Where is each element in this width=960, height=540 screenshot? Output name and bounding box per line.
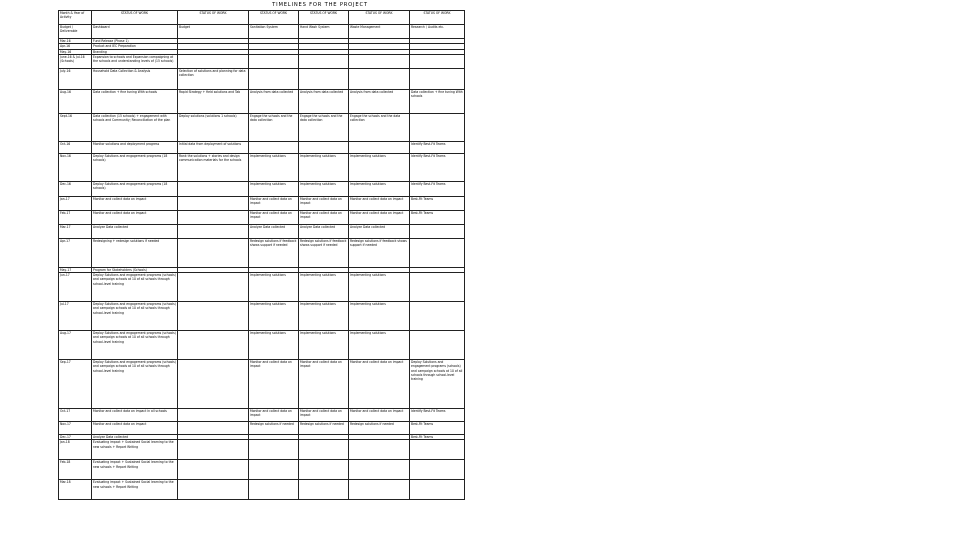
month-cell: Oct-17 — [59, 409, 92, 422]
status-cell — [299, 480, 349, 500]
table-row — [59, 68, 465, 89]
status-cell: Redesign solutions if needed — [249, 422, 299, 435]
status-cell: Monitor and collect data on impact — [299, 360, 349, 409]
table-row — [59, 181, 465, 196]
status-cell: Monitor and collect data on impact — [299, 409, 349, 422]
status-cell: Redesign solutions if needed — [299, 422, 349, 435]
month-cell: Jun-17 — [59, 273, 92, 302]
status-cell: Implementing solutions — [299, 153, 349, 181]
status-cell: Program for Stakeholders (Schools) — [92, 267, 178, 272]
subheader-cell: Budget — [178, 25, 249, 39]
table-row — [59, 273, 465, 302]
status-cell: Data collection + fine tuning With schools — [410, 89, 465, 113]
month-cell: Mar-18 — [59, 480, 92, 500]
month-cell: Feb-18 — [59, 460, 92, 480]
status-cell: Redesign solutions if feedback shows support if needed — [349, 238, 410, 267]
month-cell: Dec-17 — [59, 435, 92, 440]
status-cell: Deploy Solutions and engagement programs (18 schools) — [92, 153, 178, 181]
table-row — [59, 331, 465, 360]
subheader-row — [59, 25, 465, 39]
month-cell: Mar-17 — [59, 224, 92, 238]
table-row — [59, 153, 465, 181]
table-row — [59, 89, 465, 113]
status-cell: Selection of solutions and planning for data collection — [178, 68, 249, 89]
status-cell — [410, 440, 465, 460]
status-cell: Monitor and collect data on impact — [349, 196, 410, 210]
month-cell: Feb-17 — [59, 210, 92, 224]
status-cell — [178, 54, 249, 68]
status-cell: Redesign solutions if needed — [349, 422, 410, 435]
status-cell: Monitor and collect data on impact — [92, 422, 178, 435]
status-cell — [299, 54, 349, 68]
status-cell — [249, 54, 299, 68]
status-cell — [410, 54, 465, 68]
status-cell: Engage the schools and the data collection — [249, 113, 299, 141]
status-cell: Identify Best-Fit Teams — [410, 409, 465, 422]
column-header: STATUS OF WORK — [249, 11, 299, 25]
month-cell: Aug-16 — [59, 89, 92, 113]
status-cell: Analysis from data collected — [249, 89, 299, 113]
status-cell: Expansion to schools and Expansion campaigning at the schools and understanding levels of (15 schools) — [92, 54, 178, 68]
table-row — [59, 460, 465, 480]
status-cell: Evaluating impact + Sustained Social learning to the new schools + Report Writing — [92, 440, 178, 460]
column-header: STATUS OF WORK — [178, 11, 249, 25]
column-header: STATUS OF WORK — [299, 11, 349, 25]
status-cell — [178, 238, 249, 267]
status-cell — [410, 113, 465, 141]
status-cell — [249, 460, 299, 480]
status-cell: Product and IEC Preparation — [92, 44, 178, 49]
status-cell — [178, 440, 249, 460]
status-cell: Identify Best-Fit Teams — [410, 153, 465, 181]
table-row — [59, 196, 465, 210]
status-cell: Rapid Strategy + field solutions and Tab — [178, 89, 249, 113]
status-cell — [178, 210, 249, 224]
status-cell: Deploy Solutions and engagement programs (schools) and campaign schools at 10 of all schools through school-level training — [410, 360, 465, 409]
month-cell: Jan-18 — [59, 440, 92, 460]
status-cell: Analyze Data collected — [92, 224, 178, 238]
status-cell — [178, 273, 249, 302]
status-cell: Best-Fit Teams — [410, 196, 465, 210]
status-cell: Implementing solutions — [349, 153, 410, 181]
status-cell: Implementing solutions — [299, 273, 349, 302]
status-cell — [349, 440, 410, 460]
status-cell — [299, 440, 349, 460]
status-cell — [178, 302, 249, 331]
month-cell: Oct-16 — [59, 141, 92, 153]
status-cell: Deploy Solutions and engagement programs (18 schools) — [92, 181, 178, 196]
status-cell: Redesign solutions if feedback shows support if needed — [249, 238, 299, 267]
status-cell: Analyze Data collected — [249, 224, 299, 238]
table-row — [59, 422, 465, 435]
status-cell: Monitor and collect data on impact — [299, 210, 349, 224]
status-cell — [299, 460, 349, 480]
status-cell: Implementing solutions — [249, 273, 299, 302]
status-cell: Implementing solutions — [349, 331, 410, 360]
month-cell: Sept-16 — [59, 113, 92, 141]
table-row — [59, 141, 465, 153]
status-cell — [178, 224, 249, 238]
status-cell — [178, 480, 249, 500]
status-cell: Implementing solutions — [299, 331, 349, 360]
status-cell: Monitor and collect data on impact — [249, 210, 299, 224]
subheader-cell: Waste Management — [349, 25, 410, 39]
status-cell: Monitor and collect data on impact — [249, 196, 299, 210]
month-cell: Nov-17 — [59, 422, 92, 435]
status-cell: Evaluating impact + Sustained Social learning to the new schools + Report Writing — [92, 460, 178, 480]
status-cell — [178, 360, 249, 409]
table-row — [59, 480, 465, 500]
status-cell — [299, 141, 349, 153]
subheader-cell: Sanitation System — [249, 25, 299, 39]
status-cell — [410, 302, 465, 331]
status-cell — [249, 480, 299, 500]
month-cell: Apr-17 — [59, 238, 92, 267]
status-cell: Best-Fit Teams — [410, 422, 465, 435]
month-cell: Mar-16 — [59, 39, 92, 44]
status-cell: Monitor and collect data on impact — [349, 360, 410, 409]
status-cell — [178, 196, 249, 210]
page-title: TIMELINES FOR THE PROJECT — [272, 2, 368, 8]
status-cell: Monitor and collect data on impact — [92, 210, 178, 224]
status-cell: Analyze Data collected — [92, 435, 178, 440]
status-cell — [410, 273, 465, 302]
status-cell — [410, 331, 465, 360]
status-cell — [349, 480, 410, 500]
month-cell: July-16 — [59, 68, 92, 89]
month-cell: June-16 & Jul-16 (Schools) — [59, 54, 92, 68]
table-row — [59, 210, 465, 224]
status-cell: Implementing solutions — [299, 181, 349, 196]
column-header: STATUS OF WORK — [410, 11, 465, 25]
status-cell: Implementing solutions — [249, 181, 299, 196]
status-cell: Implementing solutions — [249, 331, 299, 360]
table-row — [59, 238, 465, 267]
status-cell: Implementing solutions — [249, 302, 299, 331]
status-cell: Engage the schools and the data collection — [349, 113, 410, 141]
status-cell — [410, 68, 465, 89]
status-cell: Implementing solutions — [349, 302, 410, 331]
status-cell: Monitor and collect data on impact — [299, 196, 349, 210]
status-cell: Analyze Data collected — [299, 224, 349, 238]
month-cell: May-16 — [59, 49, 92, 54]
status-cell: Identify Best-Fit Teams — [410, 181, 465, 196]
status-cell — [410, 238, 465, 267]
subheader-cell: Hand Wash System — [299, 25, 349, 39]
status-cell: Redesigning + redesign solutions if needed — [92, 238, 178, 267]
status-cell — [178, 409, 249, 422]
status-cell: Monitor solutions and deployment progress — [92, 141, 178, 153]
status-cell — [249, 141, 299, 153]
status-cell: Deploy Solutions and engagement programs (schools) and campaign schools at 10 of all schools through school-level training — [92, 331, 178, 360]
status-cell: Engage the schools and the data collection — [299, 113, 349, 141]
status-cell: Deploy solutions (solutions 1 schools) — [178, 113, 249, 141]
status-cell: Rank the solutions + stories and design communication materials for the schools — [178, 153, 249, 181]
status-cell: Monitor and collect data on impact — [92, 196, 178, 210]
status-cell: Monitor and collect data on impact — [249, 360, 299, 409]
status-cell — [178, 181, 249, 196]
status-cell — [349, 54, 410, 68]
status-cell: Identify Best-Fit Teams — [410, 141, 465, 153]
month-cell: Dec-16 — [59, 181, 92, 196]
status-cell: Implementing solutions — [299, 302, 349, 331]
status-cell: Deploy Solutions and engagement programs (schools) and campaign schools at 10 of all schools through school-level training — [92, 360, 178, 409]
month-cell: May-17 — [59, 267, 92, 272]
status-cell — [410, 460, 465, 480]
table-row — [59, 440, 465, 460]
status-cell — [249, 68, 299, 89]
status-cell: Monitor and collect data on impact — [249, 409, 299, 422]
table-row — [59, 224, 465, 238]
status-cell — [410, 480, 465, 500]
table-row — [59, 360, 465, 409]
status-cell: Data collection + fine tuning With schools — [92, 89, 178, 113]
status-cell: Branding — [92, 49, 178, 54]
status-cell — [299, 68, 349, 89]
status-cell: Implementing solutions — [349, 181, 410, 196]
status-cell — [178, 460, 249, 480]
status-cell — [178, 422, 249, 435]
timeline-table — [58, 10, 465, 500]
subheader-cell: Research / Audits etc. — [410, 25, 465, 39]
table-row — [59, 54, 465, 68]
month-cell: Jan-17 — [59, 196, 92, 210]
month-cell: Aug-17 — [59, 331, 92, 360]
status-cell: Best-Fit Teams — [410, 210, 465, 224]
subheader-cell: Dashboard — [92, 25, 178, 39]
status-cell: Best-Fit Teams — [410, 435, 465, 440]
status-cell — [349, 68, 410, 89]
status-cell — [249, 440, 299, 460]
status-cell: Implementing solutions — [249, 153, 299, 181]
status-cell — [410, 224, 465, 238]
column-header: Month & Year of Activity — [59, 11, 92, 25]
month-cell: Sep-17 — [59, 360, 92, 409]
status-cell — [349, 460, 410, 480]
table-row — [59, 409, 465, 422]
month-cell: Nov-16 — [59, 153, 92, 181]
status-cell: Redesign solutions if feedback shows support if needed — [299, 238, 349, 267]
status-cell: Deploy Solutions and engagement programs (schools) and campaign schools at 10 of all schools through school-level training — [92, 302, 178, 331]
status-cell: Fund Release (Phase 1) — [92, 39, 178, 44]
column-header: STATUS OF WORK — [92, 11, 178, 25]
status-cell — [349, 141, 410, 153]
subheader-cell: Budget / Deliverable — [59, 25, 92, 39]
column-header: STATUS OF WORK — [349, 11, 410, 25]
status-cell: Monitor and collect data on impact in all schools — [92, 409, 178, 422]
status-cell: Data collection (15 schools) + engagement with schools and Community; Reconciliation of the plan — [92, 113, 178, 141]
status-cell: Analysis from data collected — [349, 89, 410, 113]
status-cell: Monitor and collect data on impact — [349, 409, 410, 422]
status-cell — [178, 331, 249, 360]
table-row — [59, 302, 465, 331]
status-cell: Evaluating impact + Sustained Social learning to the new schools + Report Writing — [92, 480, 178, 500]
status-cell: Analysis from data collected — [299, 89, 349, 113]
status-cell: Initial data from deployment of solutions — [178, 141, 249, 153]
month-cell: Jul-17 — [59, 302, 92, 331]
header-row — [59, 11, 465, 25]
month-cell: Apr-16 — [59, 44, 92, 49]
status-cell: Analyze Data collected — [349, 224, 410, 238]
status-cell: Household Data Collection & Analysis — [92, 68, 178, 89]
status-cell: Monitor and collect data on impact — [349, 210, 410, 224]
table-row — [59, 113, 465, 141]
status-cell: Implementing solutions — [349, 273, 410, 302]
status-cell: Deploy Solutions and engagement programs (schools) and campaign schools at 10 of all schools through school-level training — [92, 273, 178, 302]
